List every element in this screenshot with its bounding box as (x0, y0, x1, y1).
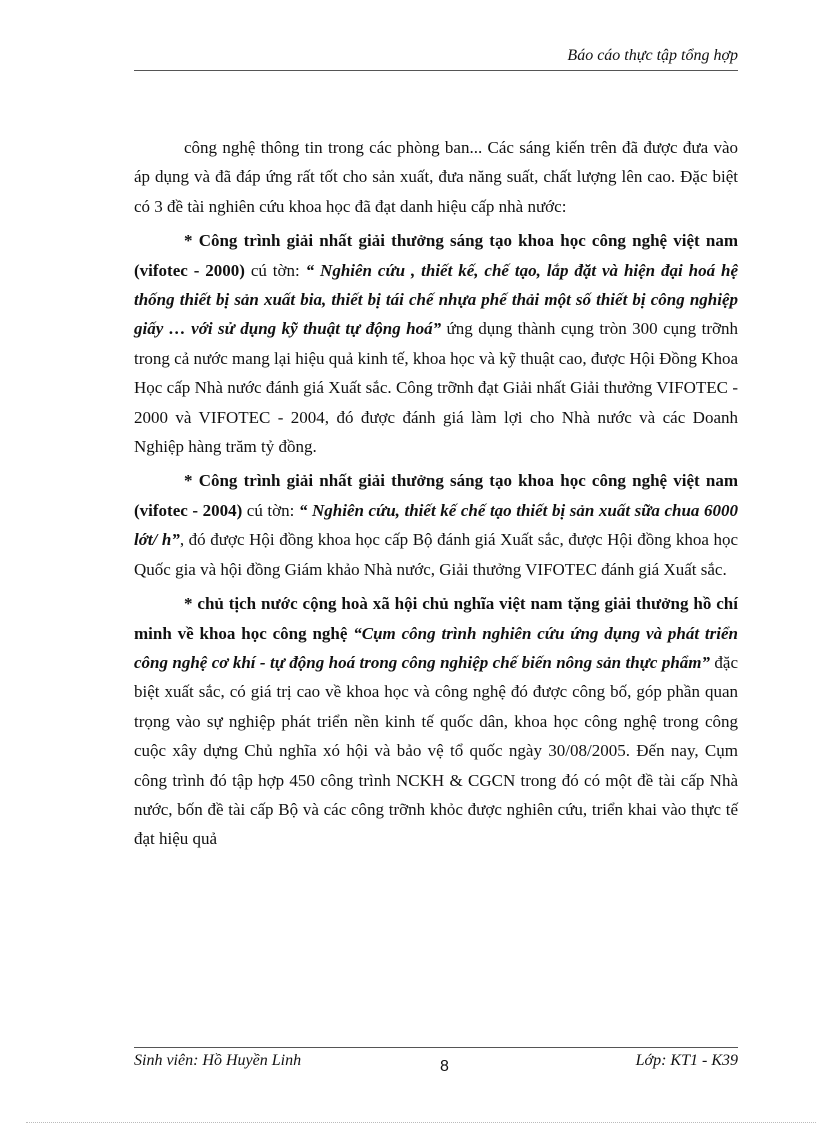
paragraph-1-text: công nghệ thông tin trong các phòng ban... Các sáng kiến trên đã được đưa vào áp dụng và đã đáp ứng rất tốt cho sản xuất, đưa năng suất, chất lượng lên cao. Đặc biệt có 3 đề tài nghiên cứu khoa học đã đạt danh hiệu cấp nhà nước: (134, 138, 738, 216)
hcm-award-heading: * chủ tịch nước cộng hoà xã hội chủ nghĩa việt nam tặng giải thưởng hồ chí minh về khoa học công nghệ (134, 594, 738, 643)
page-number: 8 (440, 1058, 449, 1075)
award-2000-connector: cú tờn: (244, 260, 306, 280)
award-2004-heading: * Công trình giải nhất giải thưởng sáng tạo khoa học công nghệ việt nam (vifotec - 2004) (134, 471, 738, 520)
award-2000-heading: * Công trình giải nhất giải thưởng sáng tạo khoa học công nghệ việt nam (vifotec - 2000) (134, 231, 738, 280)
paragraph-1 (134, 133, 738, 221)
page-header (134, 44, 738, 71)
hcm-award-description: đặc biệt xuất sắc, có giá trị cao về khoa học và công nghệ đó được công bố, góp phần quan trọng vào sự nghiệp phát triển nền kinh tế quốc dân, khoa học công nghệ trong công cuộc xây dựng Chủ nghĩa xó hội và bảo vệ tổ quốc ngày 30/08/2005. Đến nay, Cụm công trình đó tập hợp 450 công trình NCKH & CGCN trong đó có một đề tài cấp Nhà nước, bốn đề tài cấp Bộ và các công trỡnh khỏc được nghiên cứu, triển khai vào thực tế đạt hiệu quả (134, 652, 738, 849)
award-2000-project-title: “ Nghiên cứu , thiết kế, chế tạo, lắp đặt và hiện đại hoá hệ thống thiết bị sản xuất bia, thiết bị tái chế nhựa phế thải một số thiết bị công nghiệp giấy … với sử dụng kỹ thuật tự động hoá” (134, 260, 739, 339)
footer-class: Lớp: KT1 - K39 (635, 1052, 738, 1069)
paragraph-award-2004 (134, 466, 738, 584)
footer-student: Sinh viên: Hồ Huyền Linh (134, 1052, 302, 1069)
award-2004-description: , đó được Hội đồng khoa học cấp Bộ đánh giá Xuất sắc, được Hội đồng khoa học Quốc gia và hội đồng Giám khảo Nhà nước, Giải thưởng VIFOTEC đánh giá Xuất sắc. (134, 530, 738, 579)
paragraph-award-2000 (134, 226, 738, 461)
award-2004-connector: cú tờn: (242, 500, 299, 520)
paragraph-ho-chi-minh-award (134, 589, 738, 854)
award-2000-description: ứng dụng thành cụng tròn 300 cụng trỡnh trong cả nước mang lại hiệu quả kinh tế, khoa học và kỹ thuật cao, được Hội Đồng Khoa Học cấp Nhà nước đánh giá Xuất sắc. Công trỡnh đạt Giải nhất Giải thưởng VIFOTEC - 2000 và VIFOTEC - 2004, đó được đánh giá làm lợi cho Nhà nước và các Doanh Nghiệp hàng trăm tỷ đồng. (134, 319, 738, 457)
document-body (134, 133, 738, 859)
award-2004-project-title: “ Nghiên cứu, thiết kế chế tạo thiết bị sản xuất sữa chua 6000 lớt/ h” (134, 500, 738, 550)
header-title: Báo cáo thực tập tổng hợp (567, 47, 738, 64)
hcm-award-project-title: “Cụm công trình nghiên cứu ứng dụng và phát triển công nghệ cơ khí - tự động hoá trong công nghiệp chế biến nông sản thực phẩm” (134, 623, 738, 672)
page-footer (134, 1047, 738, 1088)
